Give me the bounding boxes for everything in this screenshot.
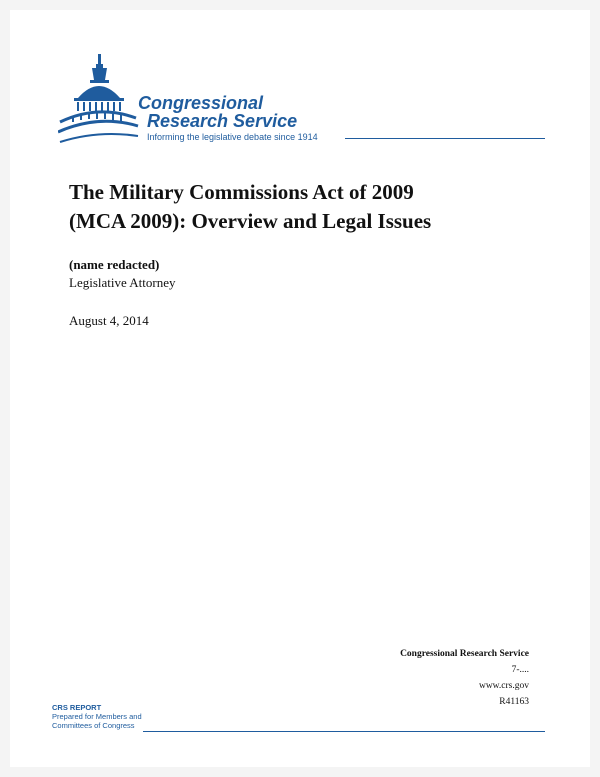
- brand-name-line1: Congressional: [138, 93, 264, 113]
- prepared-for-line1: Prepared for Members and: [52, 712, 142, 721]
- crs-report-label: [52, 703, 142, 730]
- author-name: (name redacted): [69, 257, 160, 272]
- title-line-2: (MCA 2009): Overview and Legal Issues: [69, 209, 432, 233]
- crs-org-name: Congressional Research Service: [400, 649, 529, 659]
- title-line-1: The Military Commissions Act of 2009: [69, 180, 414, 204]
- author-role: Legislative Attorney: [69, 275, 176, 290]
- prepared-for-line2: Committees of Congress: [52, 721, 135, 730]
- document-title: [69, 178, 549, 236]
- document-page: [10, 10, 590, 767]
- crs-website: www.crs.gov: [478, 681, 529, 691]
- report-number: R41163: [499, 697, 529, 707]
- crs-contact-block: [400, 646, 529, 710]
- crs-report-heading: CRS REPORT: [52, 703, 102, 712]
- footer-divider: [143, 731, 545, 732]
- crs-phone: 7-....: [511, 665, 529, 675]
- tagline-divider: [345, 138, 545, 139]
- tagline: Informing the legislative debate since 1914: [147, 132, 318, 142]
- brand-name-line2: Research Service: [147, 111, 298, 131]
- publication-date: August 4, 2014: [69, 313, 149, 328]
